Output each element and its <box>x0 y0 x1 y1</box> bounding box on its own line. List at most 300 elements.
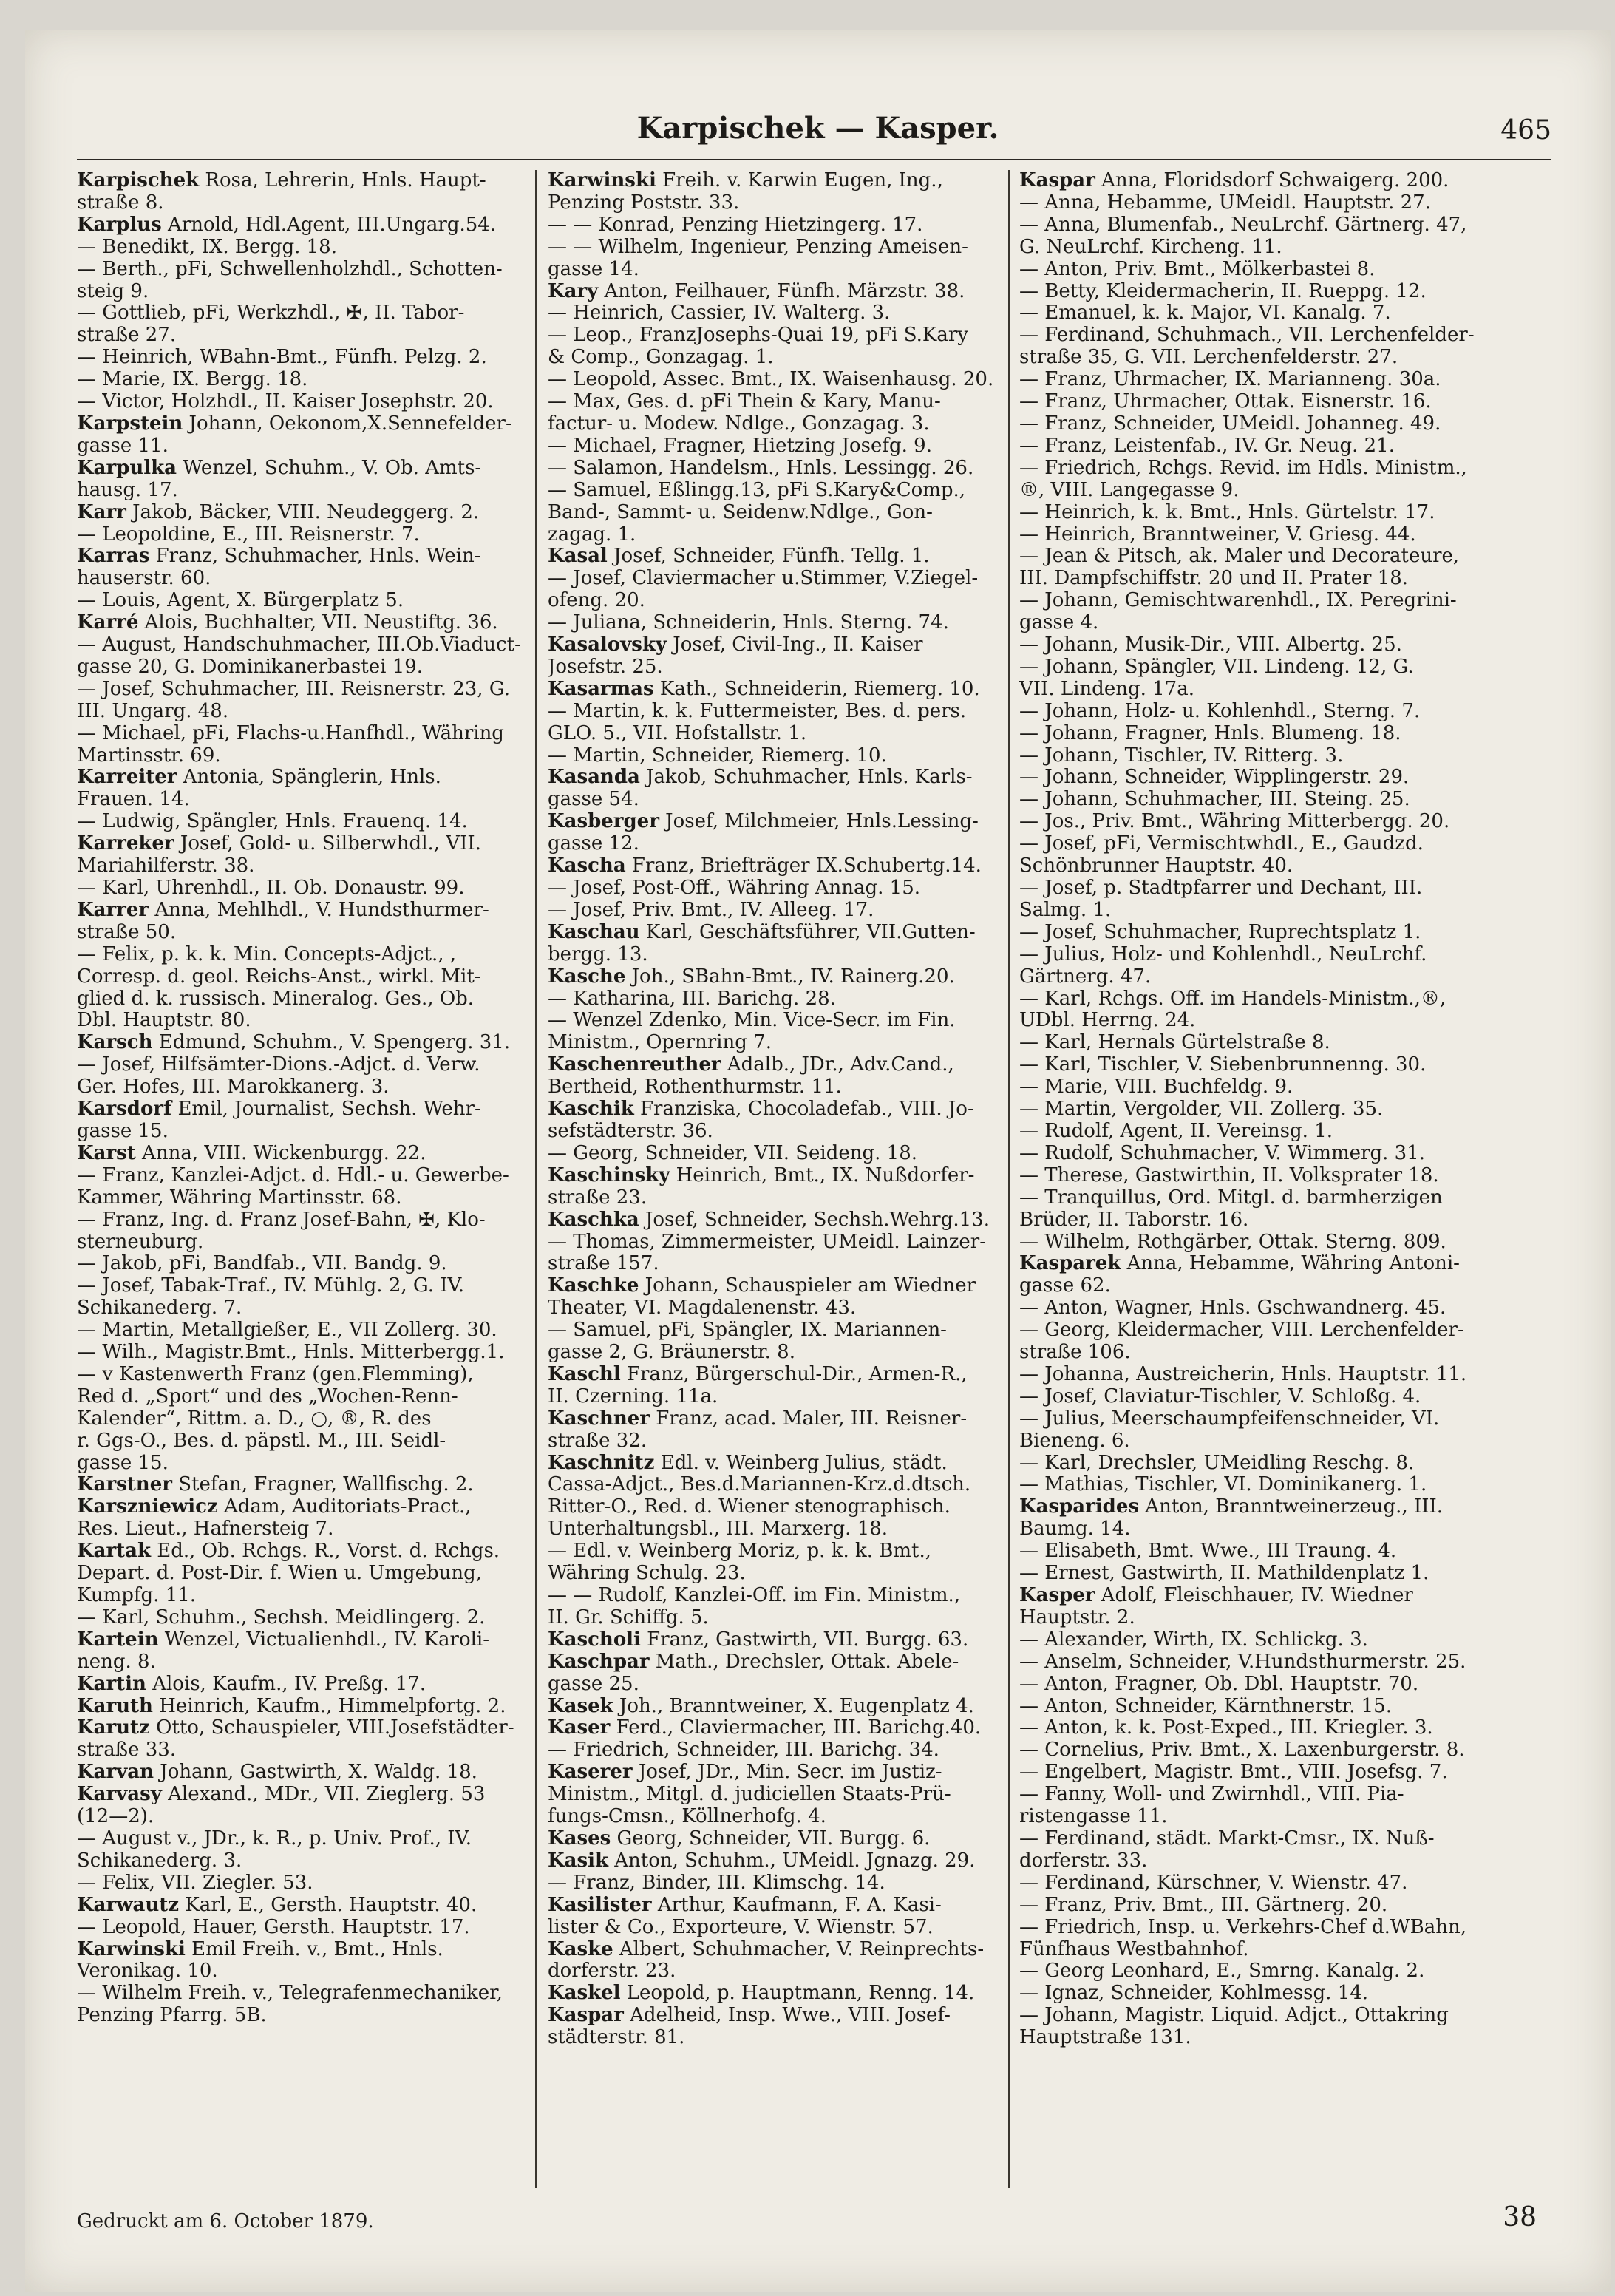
directory-entry-line <box>1019 1430 1492 1453</box>
entry-text: — Berth., pFi, Schwellenholzhdl., Schotten- <box>77 258 503 280</box>
entry-text: — Martin, Vergolder, VII. Zollerg. 35. <box>1019 1098 1384 1121</box>
entry-text: r. Ggs-O., Bes. d. päpstl. M., III. Seidl- <box>77 1430 446 1452</box>
entry-text: — Karl, Tischler, V. Siebenbrunnenng. 30. <box>1019 1054 1427 1076</box>
directory-entry-line <box>77 170 528 192</box>
directory-entry-line <box>77 1806 528 1828</box>
entry-text: Jakob, Bäcker, VIII. Neudeggerg. 2. <box>126 501 480 523</box>
entry-text: — Johann, Fragner, Hnls. Blumeng. 18. <box>1019 722 1401 744</box>
entry-text: — Josef, p. Stadtpfarrer und Dechant, III. <box>1019 877 1423 899</box>
directory-entry-line <box>1019 1518 1492 1541</box>
directory-entry-line <box>1019 1696 1492 1718</box>
entry-text: — Karl, Rchgs. Off. im Handels-Ministm.,®, <box>1019 988 1446 1010</box>
entry-text: — Karl, Uhrenhdl., II. Ob. Donaustr. 99. <box>77 877 465 899</box>
directory-entry-line <box>548 325 1000 347</box>
entry-text: — Franz, Priv. Bmt., III. Gärtnerg. 20. <box>1019 1894 1388 1916</box>
surname-heading: Karpstein <box>77 412 183 435</box>
entry-text: gasse 20, G. Dominikanerbastei 19. <box>77 656 424 678</box>
entry-text: — Katharina, III. Barichg. 28. <box>548 988 836 1010</box>
directory-entry-line <box>77 1253 528 1275</box>
entry-text: — Heinrich, WBahn-Bmt., Fünfh. Pelzg. 2. <box>77 347 487 369</box>
entry-text: — Edl. v. Weinberg Moriz, p. k. k. Bmt., <box>548 1541 932 1563</box>
surname-heading: Kasal <box>548 546 608 568</box>
entry-text: — Josef, pFi, Vermischtwhdl., E., Gaudzd. <box>1019 833 1424 855</box>
entry-text: (12—2). <box>77 1806 154 1828</box>
entry-text: — Wilhelm Freih. v., Telegrafenmechaniker, <box>77 1983 503 2005</box>
directory-entry-line <box>548 237 1000 259</box>
surname-heading: Karsdorf <box>77 1098 172 1121</box>
surname-heading: Kasparides <box>1019 1496 1140 1518</box>
directory-entry-line <box>1019 302 1492 325</box>
directory-entry-line <box>1019 1165 1492 1187</box>
entry-text: II. Gr. Schiffg. 5. <box>548 1606 709 1628</box>
entry-text: Arthur, Kaufmann, F. A. Kasi- <box>651 1894 942 1916</box>
directory-entry-line <box>77 877 528 900</box>
surname-heading: Kartin <box>77 1673 146 1695</box>
entry-text: Josef, Gold- u. Silberwhdl., VII. <box>174 833 481 855</box>
directory-entry-line <box>1019 590 1492 612</box>
entry-text: straße 35, G. VII. Lerchenfelderstr. 27. <box>1019 347 1398 369</box>
entry-text: — Franz, Schneider, UMeidl. Johanneg. 49. <box>1019 412 1441 435</box>
entry-text: Währing Schulg. 23. <box>548 1563 746 1585</box>
directory-entry-line <box>77 745 528 767</box>
entry-text: glied d. k. russisch. Mineralog. Ges., Ob. <box>77 988 475 1010</box>
directory-entry-line <box>548 1342 1000 1364</box>
directory-entry-line <box>1019 192 1492 214</box>
entry-text: — Jean & Pitsch, ak. Maler und Decorateure, <box>1019 546 1460 568</box>
directory-entry-line <box>1019 656 1492 679</box>
surname-heading: Karsch <box>77 1032 153 1054</box>
entry-text: — Gottlieb, pFi, Werkzhdl., ✠, II. Tabor- <box>77 302 465 325</box>
directory-entry-line <box>1019 1806 1492 1828</box>
directory-entry-line <box>1019 679 1492 701</box>
entry-text: — Heinrich, Cassier, IV. Walterg. 3. <box>548 302 891 325</box>
surname-heading: Kaskel <box>548 1983 621 2005</box>
directory-entry-line <box>1019 458 1492 480</box>
directory-entry-line <box>1019 634 1492 656</box>
directory-entry-line <box>77 811 528 833</box>
surname-heading: Kaschpar <box>548 1651 650 1673</box>
entry-text: gasse 15. <box>77 1452 169 1474</box>
surname-heading: Kaschnitz <box>548 1452 655 1474</box>
surname-heading: Kaschl <box>548 1363 621 1385</box>
directory-entry-line <box>548 1165 1000 1187</box>
entry-text: gasse 2, G. Bräunerstr. 8. <box>548 1342 795 1364</box>
column-separator-2 <box>1008 170 1010 2188</box>
directory-entry-line <box>548 347 1000 369</box>
directory-entry-line <box>1019 1187 1492 1209</box>
directory-entry-line <box>548 789 1000 811</box>
directory-entry-line <box>77 1143 528 1165</box>
directory-entry-line <box>548 1939 1000 1961</box>
directory-entry-line <box>1019 568 1492 590</box>
directory-entry-line <box>77 1629 528 1651</box>
entry-text: G. NeuLrchf. Kircheng. 11. <box>1019 236 1282 258</box>
directory-entry-line <box>548 1187 1000 1209</box>
entry-text: — Elisabeth, Bmt. Wwe., III Traung. 4. <box>1019 1541 1397 1563</box>
entry-text: — Georg, Kleidermacher, VIII. Lerchenfelder- <box>1019 1319 1464 1342</box>
directory-entry-line <box>548 259 1000 281</box>
entry-text: Brüder, II. Taborstr. 16. <box>1019 1209 1249 1231</box>
surname-heading: Karpulka <box>77 457 177 479</box>
entry-text: Joh., Branntweiner, X. Eugenplatz 4. <box>613 1695 974 1717</box>
entry-text: sefstädterstr. 36. <box>548 1120 713 1142</box>
entry-text: GLO. 5., VII. Hofstallstr. 1. <box>548 722 807 744</box>
entry-text: — August v., JDr., k. R., p. Univ. Prof., IV. <box>77 1827 472 1850</box>
surname-heading: Karr <box>77 501 126 523</box>
directory-entry-line <box>548 435 1000 458</box>
surname-heading: Kaser <box>548 1717 611 1739</box>
directory-entry-line <box>548 391 1000 413</box>
entry-text: Antonia, Spänglerin, Hnls. <box>177 767 441 789</box>
directory-entry-line <box>77 1895 528 1917</box>
entry-text: — Mathias, Tischler, VI. Dominikanerg. 1. <box>1019 1474 1427 1496</box>
surname-heading: Karvasy <box>77 1784 162 1806</box>
surname-heading: Kasanda <box>548 767 640 789</box>
surname-heading: Karplus <box>77 214 162 236</box>
directory-entry-line <box>1019 480 1492 502</box>
entry-text: gasse 4. <box>1019 612 1099 634</box>
directory-entry-line <box>548 458 1000 480</box>
entry-text: straße 106. <box>1019 1342 1131 1364</box>
directory-entry-line <box>548 1872 1000 1895</box>
entry-text: Unterhaltungsbl., III. Marxerg. 18. <box>548 1518 888 1541</box>
directory-entry-line <box>548 1121 1000 1143</box>
entry-text: — Michael, pFi, Flachs-u.Hanfhdl., Währing <box>77 722 504 744</box>
directory-entry-line <box>1019 1651 1492 1674</box>
directory-entry-line <box>77 1850 528 1872</box>
directory-entry-line <box>548 369 1000 391</box>
directory-entry-line <box>1019 1386 1492 1408</box>
directory-entry-line <box>1019 877 1492 900</box>
entry-text: straße 8. <box>77 191 164 214</box>
entry-text: Emil Freih. v., Bmt., Hnls. <box>185 1938 443 1960</box>
entry-text: Franz, Schuhmacher, Hnls. Wein- <box>149 546 481 568</box>
surname-heading: Karstner <box>77 1474 172 1496</box>
entry-text: — Anton, k. k. Post-Exped., III. Kriegler. 3. <box>1019 1717 1433 1739</box>
directory-entry-line <box>77 1386 528 1408</box>
entry-text: Georg, Schneider, VII. Burgg. 6. <box>611 1827 931 1850</box>
entry-text: Baumg. 14. <box>1019 1518 1131 1541</box>
directory-entry-line <box>1019 1917 1492 1939</box>
entry-text: straße 50. <box>77 921 177 943</box>
entry-text: factur- u. Modew. Ndlge., Gonzagag. 3. <box>548 412 930 435</box>
directory-entry-line <box>77 1607 528 1629</box>
entry-text: Penzing Pfarrg. 5B. <box>77 2005 267 2027</box>
directory-entry-line <box>77 900 528 922</box>
directory-entry-line <box>1019 1232 1492 1254</box>
entry-text: — Leopold, Hauer, Gersth. Hauptstr. 17. <box>77 1916 470 1938</box>
directory-entry-line <box>1019 1895 1492 1917</box>
surname-heading: Kasche <box>548 965 626 988</box>
directory-entry-line <box>1019 1143 1492 1165</box>
entry-text: Gärtnerg. 47. <box>1019 965 1152 988</box>
directory-entry-line <box>548 480 1000 502</box>
entry-text: Anton, Schuhm., UMeidl. Jgnazg. 29. <box>608 1850 976 1872</box>
entry-text: — Josef, Priv. Bmt., IV. Alleeg. 17. <box>548 899 874 921</box>
entry-text: Alois, Buchhalter, VII. Neustiftg. 36. <box>138 612 498 634</box>
entry-text: Hauptstraße 131. <box>1019 2027 1191 2049</box>
directory-entry-line <box>548 723 1000 745</box>
directory-entry-line <box>77 1430 528 1453</box>
entry-text: gasse 14. <box>548 258 639 280</box>
surname-heading: Karutz <box>77 1717 150 1739</box>
entry-text: & Comp., Gonzagag. 1. <box>548 347 774 369</box>
surname-heading: Kasarmas <box>548 678 654 700</box>
directory-entry-line <box>77 458 528 480</box>
directory-entry-line <box>1019 701 1492 723</box>
directory-entry-line <box>77 1696 528 1718</box>
entry-text: Adolf, Fleischhauer, IV. Wiedner <box>1095 1585 1413 1606</box>
entry-text: Otto, Schauspieler, VIII.Josefstädter- <box>149 1717 514 1739</box>
surname-heading: Kaschke <box>548 1275 639 1297</box>
entry-text: UDbl. Herrng. 24. <box>1019 1010 1196 1032</box>
entry-text: — Franz, Kanzlei-Adjct. d. Hdl.- u. Gewerbe- <box>77 1164 509 1186</box>
surname-heading: Kaschenreuther <box>548 1054 721 1076</box>
directory-entry-line <box>1019 2027 1492 2049</box>
directory-entry-line <box>1019 325 1492 347</box>
directory-entry-line <box>1019 1453 1492 1475</box>
directory-entry-line <box>1019 1098 1492 1121</box>
entry-text: Kalender“, Rittm. a. D., ○, ®, R. des <box>77 1407 432 1430</box>
directory-entry-line <box>1019 612 1492 634</box>
directory-entry-line <box>77 833 528 855</box>
directory-entry-line <box>548 1739 1000 1762</box>
directory-entry-line <box>548 1253 1000 1275</box>
entry-text: Edl. v. Weinberg Julius, städt. <box>654 1452 948 1474</box>
directory-entry-line <box>1019 944 1492 966</box>
entry-text: Anna, Mehlhdl., V. Hundsthurmer- <box>149 899 489 921</box>
directory-entry-line <box>1019 1010 1492 1032</box>
entry-text: Ger. Hofes, III. Marokkanerg. 3. <box>77 1076 390 1098</box>
directory-entry-line <box>77 1209 528 1232</box>
entry-text: Josef, Schneider, Fünfh. Tellg. 1. <box>607 546 930 568</box>
entry-text: Kath., Schneiderin, Riemerg. 10. <box>653 678 980 700</box>
entry-text: Josef, Civil-Ing., II. Kaiser <box>667 634 923 656</box>
entry-text: — Leopold, Assec. Bmt., IX. Waisenhausg. 20. <box>548 369 994 391</box>
directory-entry-line <box>77 1364 528 1386</box>
directory-entry-line <box>77 413 528 435</box>
directory-entry-line <box>77 1717 528 1739</box>
directory-entry-line <box>77 1165 528 1187</box>
directory-entry-line <box>548 833 1000 855</box>
entry-text: Wenzel, Schuhm., V. Ob. Amts- <box>176 457 482 479</box>
directory-entry-line <box>1019 1209 1492 1232</box>
directory-entry-line <box>77 634 528 656</box>
surname-heading: Kasilister <box>548 1894 652 1916</box>
directory-entry-line <box>1019 1342 1492 1364</box>
entry-text: III. Dampfschiffstr. 20 und II. Prater 18. <box>1019 568 1409 590</box>
entry-text: Dbl. Hauptstr. 80. <box>77 1010 251 1032</box>
entry-text: Ministm., Mitgl. d. judiciellen Staats-Prü- <box>548 1784 951 1806</box>
entry-text: — Karl, Drechsler, UMeidling Reschg. 8. <box>1019 1452 1415 1474</box>
directory-entry-line <box>77 590 528 612</box>
entry-text: straße 157. <box>548 1253 659 1275</box>
directory-entry-line <box>1019 281 1492 303</box>
surname-heading: Kases <box>548 1827 611 1850</box>
directory-entry-line <box>1019 1828 1492 1850</box>
directory-entry-line <box>548 1629 1000 1651</box>
entry-text: — Ignaz, Schneider, Kohlmessg. 14. <box>1019 1983 1369 2005</box>
entry-text: — Josef, Hilfsämter-Dions.-Adjct. d. Verw. <box>77 1054 480 1076</box>
entry-text: Franz, Gastwirth, VII. Burgg. 63. <box>640 1628 969 1651</box>
directory-entry-line <box>548 679 1000 701</box>
directory-entry-line <box>548 1917 1000 1939</box>
entry-text: — Martin, Schneider, Riemerg. 10. <box>548 744 887 767</box>
directory-entry-line <box>77 192 528 214</box>
surname-heading: Kasper <box>1019 1585 1095 1606</box>
surname-heading: Karras <box>77 546 150 568</box>
sheet-number: 38 <box>1503 2202 1537 2232</box>
directory-entry-line <box>77 480 528 502</box>
entry-text: — Johann, Schuhmacher, III. Steing. 25. <box>1019 789 1410 811</box>
directory-entry-line <box>548 2005 1000 2027</box>
directory-entry-line <box>77 944 528 966</box>
entry-text: steig 9. <box>77 280 149 302</box>
directory-entry-line <box>77 1917 528 1939</box>
directory-entry-line <box>548 1895 1000 1917</box>
entry-text: gasse 25. <box>548 1673 639 1695</box>
entry-text: Anna, Hebamme, Währing Antoni- <box>1121 1253 1460 1275</box>
directory-entry-line <box>77 1872 528 1895</box>
entry-text: straße 27. <box>77 325 177 347</box>
directory-entry-line <box>77 1232 528 1254</box>
directory-entry-line <box>548 1563 1000 1585</box>
directory-entry-line <box>548 1983 1000 2005</box>
directory-entry-line <box>548 1275 1000 1297</box>
directory-entry-line <box>548 767 1000 789</box>
entry-text: — Anna, Blumenfab., NeuLrchf. Gärtnerg. 47, <box>1019 214 1467 236</box>
surname-heading: Kascholi <box>548 1628 641 1651</box>
directory-entry-line <box>548 1762 1000 1784</box>
entry-text: Ferd., Claviermacher, III. Barichg.40. <box>610 1717 982 1739</box>
directory-entry-line <box>77 1121 528 1143</box>
directory-entry-line <box>77 1496 528 1518</box>
directory-entry-line <box>548 502 1000 524</box>
entry-text: — — Rudolf, Kanzlei-Off. im Fin. Ministm., <box>548 1585 961 1606</box>
directory-entry-line <box>1019 1364 1492 1386</box>
entry-text: — Josef, Tabak-Traf., IV. Mühlg. 2, G. IV. <box>77 1275 465 1297</box>
entry-text: gasse 54. <box>548 789 639 811</box>
directory-entry-line <box>77 922 528 944</box>
directory-entry-line <box>548 170 1000 192</box>
directory-entry-line <box>548 568 1000 590</box>
directory-entry-line <box>548 634 1000 656</box>
directory-entry-line <box>548 281 1000 303</box>
directory-entry-line <box>548 988 1000 1011</box>
entry-text: Schönbrunner Hauptstr. 40. <box>1019 855 1293 877</box>
directory-entry-line <box>1019 723 1492 745</box>
directory-entry-line <box>548 1541 1000 1563</box>
directory-entry-line <box>77 1076 528 1098</box>
entry-text: — Julius, Meerschaumpfeifenschneider, VI. <box>1019 1407 1440 1430</box>
entry-text: Math., Drechsler, Ottak. Abele- <box>649 1651 959 1673</box>
entry-text: straße 33. <box>77 1739 177 1762</box>
directory-entry-line <box>548 1453 1000 1475</box>
entry-text: Alexand., MDr., VII. Zieglerg. 53 <box>161 1784 486 1806</box>
entry-text: dorferstr. 23. <box>548 1960 676 1983</box>
directory-entry-line <box>77 1541 528 1563</box>
entry-text: — Heinrich, k. k. Bmt., Hnls. Gürtelstr. 17. <box>1019 501 1435 523</box>
directory-entry-line <box>77 701 528 723</box>
directory-entry-line <box>1019 391 1492 413</box>
directory-entry-line <box>1019 1939 1492 1961</box>
directory-entry-line <box>1019 922 1492 944</box>
entry-text: — Rudolf, Agent, II. Vereinsg. 1. <box>1019 1120 1333 1142</box>
entry-text: — Heinrich, Branntweiner, V. Griesg. 44. <box>1019 523 1416 546</box>
entry-text: ofeng. 20. <box>548 590 645 612</box>
surname-heading: Karwinski <box>77 1938 186 1960</box>
entry-text: Adelheid, Insp. Wwe., VIII. Josef- <box>623 2005 951 2027</box>
entry-text: Schikanederg. 3. <box>77 1850 242 1872</box>
directory-entry-line <box>548 1386 1000 1408</box>
directory-entry-line <box>77 1518 528 1541</box>
entry-text: fungs-Cmsn., Köllnerhofg. 4. <box>548 1806 826 1828</box>
surname-heading: Karrer <box>77 899 149 921</box>
entry-text: — Salamon, Handelsm., Hnls. Lessingg. 26. <box>548 457 974 479</box>
entry-text: — Marie, IX. Bergg. 18. <box>77 369 308 391</box>
surname-heading: Kaspar <box>548 2005 624 2027</box>
directory-entry-line <box>548 1960 1000 1983</box>
entry-text: Albert, Schuhmacher, V. Reinprechts- <box>613 1938 985 1960</box>
entry-text: — Ferdinand, städt. Markt-Cmsr., IX. Nuß- <box>1019 1827 1435 1850</box>
entry-text: Stefan, Fragner, Wallfischg. 2. <box>171 1474 474 1496</box>
directory-entry-line <box>548 302 1000 325</box>
entry-text: — Juliana, Schneiderin, Hnls. Sterng. 74. <box>548 612 949 634</box>
directory-entry-line <box>1019 1496 1492 1518</box>
surname-heading: Kascha <box>548 855 626 877</box>
directory-entry-line <box>548 1209 1000 1232</box>
entry-text: Cassa-Adjct., Bes.d.Mariannen-Krz.d.dtsch. <box>548 1474 971 1496</box>
surname-heading: Kaschik <box>548 1098 634 1121</box>
directory-entry-line <box>548 811 1000 833</box>
entry-text: Corresp. d. geol. Reichs-Anst., wirkl. Mit- <box>77 965 481 988</box>
directory-entry-line <box>1019 1297 1492 1319</box>
directory-entry-line <box>77 1010 528 1032</box>
directory-entry-line <box>548 1098 1000 1121</box>
directory-entry-line <box>548 1054 1000 1076</box>
surname-heading: Kaschinsky <box>548 1164 670 1186</box>
entry-text: sterneuburg. <box>77 1231 204 1253</box>
surname-heading: Karst <box>77 1142 136 1164</box>
entry-text: — Fanny, Woll- und Zwirnhdl., VIII. Pia- <box>1019 1784 1404 1806</box>
entry-text: — Friedrich, Rchgs. Revid. im Hdls. Ministm., <box>1019 457 1467 479</box>
directory-entry-line <box>1019 789 1492 811</box>
directory-entry-line <box>77 1275 528 1297</box>
entry-text: — Franz, Binder, III. Klimschg. 14. <box>548 1872 885 1894</box>
directory-entry-line <box>1019 811 1492 833</box>
entry-text: Ritter-O., Red. d. Wiener stenographisch. <box>548 1496 951 1518</box>
entry-text: Schikanederg. 7. <box>77 1297 242 1319</box>
directory-entry-line <box>548 1850 1000 1872</box>
directory-entry-line <box>1019 1121 1492 1143</box>
directory-entry-line <box>548 1784 1000 1806</box>
directory-entry-line <box>77 281 528 303</box>
directory-entry-line <box>548 1143 1000 1165</box>
entry-text: Heinrich, Kaufm., Himmelpfortg. 2. <box>152 1695 506 1717</box>
directory-entry-line <box>1019 1319 1492 1342</box>
entry-text: — August, Handschuhmacher, III.Ob.Viaduct- <box>77 634 521 656</box>
directory-entry-line <box>548 1585 1000 1607</box>
directory-entry-line <box>548 745 1000 767</box>
entry-text: — Michael, Fragner, Hietzing Josefg. 9. <box>548 435 932 457</box>
directory-entry-line <box>1019 1850 1492 1872</box>
column-2 <box>548 170 1000 2188</box>
entry-text: Franz, acad. Maler, III. Reisner- <box>649 1407 968 1430</box>
directory-entry-line <box>548 966 1000 988</box>
entry-text: Heinrich, Bmt., IX. Nußdorfer- <box>670 1164 975 1186</box>
directory-entry-line <box>548 1032 1000 1054</box>
directory-entry-line <box>77 1319 528 1342</box>
